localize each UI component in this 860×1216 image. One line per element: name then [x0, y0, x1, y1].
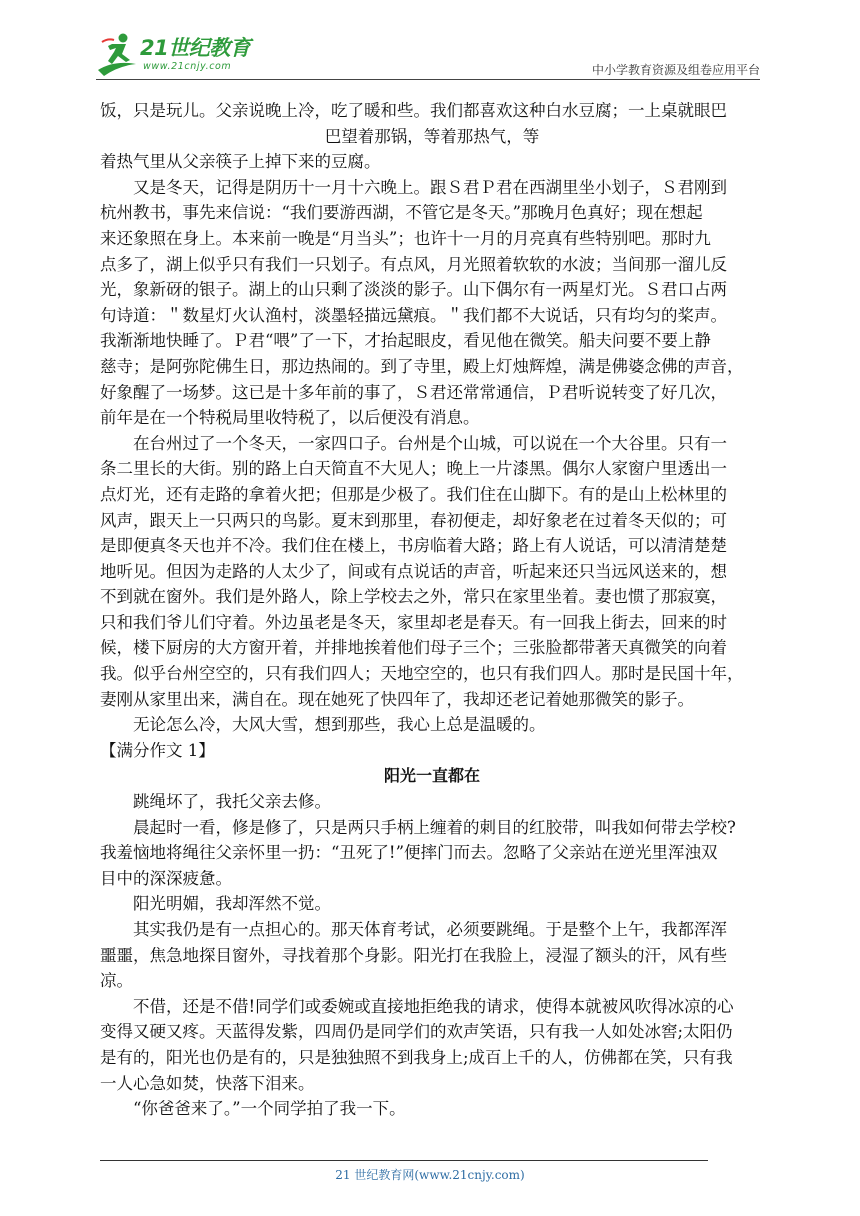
text-line: 是有的，阳光也仍是有的，只是独独照不到我身上;成百上千的人，仿佛都在笑，只有我: [100, 1047, 733, 1067]
essay-title: 阳光一直都在: [383, 766, 480, 786]
text-line: 一人心急如焚，快落下泪来。: [100, 1073, 315, 1093]
paragraph-start: “你爸爸来了。”一个同学拍了我一下。: [133, 1099, 406, 1119]
text-line: 噩噩，焦急地探目窗外，寻找着那个身影。阳光打在我脸上，浸湿了额头的汗，风有些: [100, 945, 727, 965]
paragraph-start: 又是冬天，记得是阴历十一月十六晚上。跟Ｓ君Ｐ君在西湖里坐小划子，Ｓ君刚到: [133, 177, 727, 197]
text-line: 不到就在窗外。我们是外路人，除上学校去之外，常只在家里坐着。妻也惯了那寂寞，: [100, 587, 727, 607]
text-line: 巴望着那锅，等着那热气，等: [324, 126, 540, 146]
header-divider: [96, 79, 760, 80]
text-line: 好象醒了一场梦。这已是十多年前的事了，Ｓ君还常常通信，Ｐ君听说转变了好几次，: [100, 382, 727, 402]
page-header: [96, 28, 760, 80]
paragraph-start: 阳光明媚，我却浑然不觉。: [133, 894, 331, 914]
text-line: 我羞恼地将绳往父亲怀里一扔：“丑死了!”便摔门而去。忽略了父亲站在逆光里浑浊双: [100, 843, 718, 863]
text-line: 变得又硬又疼。天蓝得发紫，四周仍是同学们的欢声笑语，只有我一人如处冰窖;太阳仍: [100, 1022, 733, 1042]
text-line: 地听见。但因为走路的人太少了，间或有点说话的声音，听起来还只当远风送来的，想: [100, 561, 727, 581]
logo-text: 21世纪教育: [140, 36, 251, 60]
text-line: 目中的深深疲惫。: [100, 868, 232, 888]
text-line: 光，象新砑的银子。湖上的山只剩了淡淡的影子。山下偶尔有一两星灯光。Ｓ君口占两: [100, 280, 727, 300]
text-line: 候，楼下厨房的大方窗开着，并排地挨着他们母子三个；三张脸都带著天真微笑的向着: [100, 638, 727, 658]
logo-url: www.21cnjy.com: [143, 61, 232, 72]
footer-link[interactable]: 21 世纪教育网(www.21cnjy.com): [335, 1168, 525, 1182]
paragraph-start: 无论怎么冷，大风大雪，想到那些，我心上总是温暖的。: [133, 715, 546, 735]
site-logo[interactable]: [96, 28, 266, 78]
footer-divider: [100, 1160, 708, 1161]
text-line: 来还象照在身上。本来前一晚是“月当头”；也许十一月的月亮真有些特别吧。那时九: [100, 228, 711, 248]
text-line: 着热气里从父亲筷子上掉下来的豆腐。: [100, 152, 381, 172]
text-line: 点灯光，还有走路的拿着火把；但那是少极了。我们住在山脚下。有的是山上松林里的: [100, 484, 727, 504]
text-line: 我。似乎台州空空的，只有我们四人；天地空空的，也只有我们四人。那时是民国十年，: [100, 664, 744, 684]
text-line: 是即便真冬天也并不冷。我们住在楼上，书房临着大路；路上有人说话，可以清清楚楚: [100, 536, 727, 556]
paragraph-start: 跳绳坏了，我托父亲去修。: [133, 792, 331, 812]
text-line: 慈寺；是阿弥陀佛生日，那边热闹的。到了寺里，殿上灯烛辉煌，满是佛婆念佛的声音，: [100, 356, 744, 376]
runner-logo-icon: [96, 30, 142, 78]
paragraph-start: 不借，还是不借!同学们或委婉或直接地拒绝我的请求，使得本就被风吹得冰凉的心: [133, 996, 734, 1016]
text-line: 点多了，湖上似乎只有我们一只划子。有点风，月光照着软软的水波；当间那一溜儿反: [100, 254, 727, 274]
text-line: 风声，跟天上一只两只的鸟影。夏末到那里，春初便走，却好象老在过着冬天似的；可: [100, 510, 727, 530]
document-body: [100, 98, 764, 1122]
paragraph-start: 其实我仍是有一点担心的。那天体育考试，必须要跳绳。于是整个上午，我都浑浑: [133, 920, 727, 939]
text-line: 只和我们爷儿们守着。外边虽老是冬天，家里却老是春天。有一回我上街去，回来的时: [100, 612, 727, 632]
paragraph-start: 在台州过了一个冬天，一家四口子。台州是个山城，可以说在一个大谷里。只有一: [133, 433, 727, 453]
section-label: 【满分作文 1】: [100, 740, 215, 760]
text-line: 前年是在一个特税局里收特税了，以后便没有消息。: [100, 408, 480, 428]
text-line: 妻刚从家里出来，满自在。现在她死了快四年了，我却还老记着她那微笑的影子。: [100, 689, 694, 709]
platform-name: 中小学教育资源及组卷应用平台: [591, 63, 760, 77]
text-line: 凉。: [100, 971, 133, 991]
text-line: 我渐渐地快睡了。Ｐ君“喂”了一下，才抬起眼皮，看见他在微笑。船夫问要不要上静: [100, 331, 711, 351]
text-line: 句诗道：＂数星灯火认渔村，淡墨轻描远黛痕。＂我们都不大说话，只有均匀的桨声。: [100, 305, 727, 325]
paragraph-start: 晨起时一看，修是修了，只是两只手柄上缠着的刺目的红胶带，叫我如何带去学校?: [133, 817, 736, 837]
text-line: 饭，只是玩儿。父亲说晚上冷，吃了暖和些。我们都喜欢这种白水豆腐；一上桌就眼巴: [100, 101, 727, 120]
text-line: 杭州教书，事先来信说：“我们要游西湖，不管它是冬天。”那晚月色真好；现在想起: [100, 203, 703, 223]
text-line: 条二里长的大街。别的路上白天简直不大见人；晚上一片漆黑。偶尔人家窗户里透出一: [100, 459, 727, 479]
